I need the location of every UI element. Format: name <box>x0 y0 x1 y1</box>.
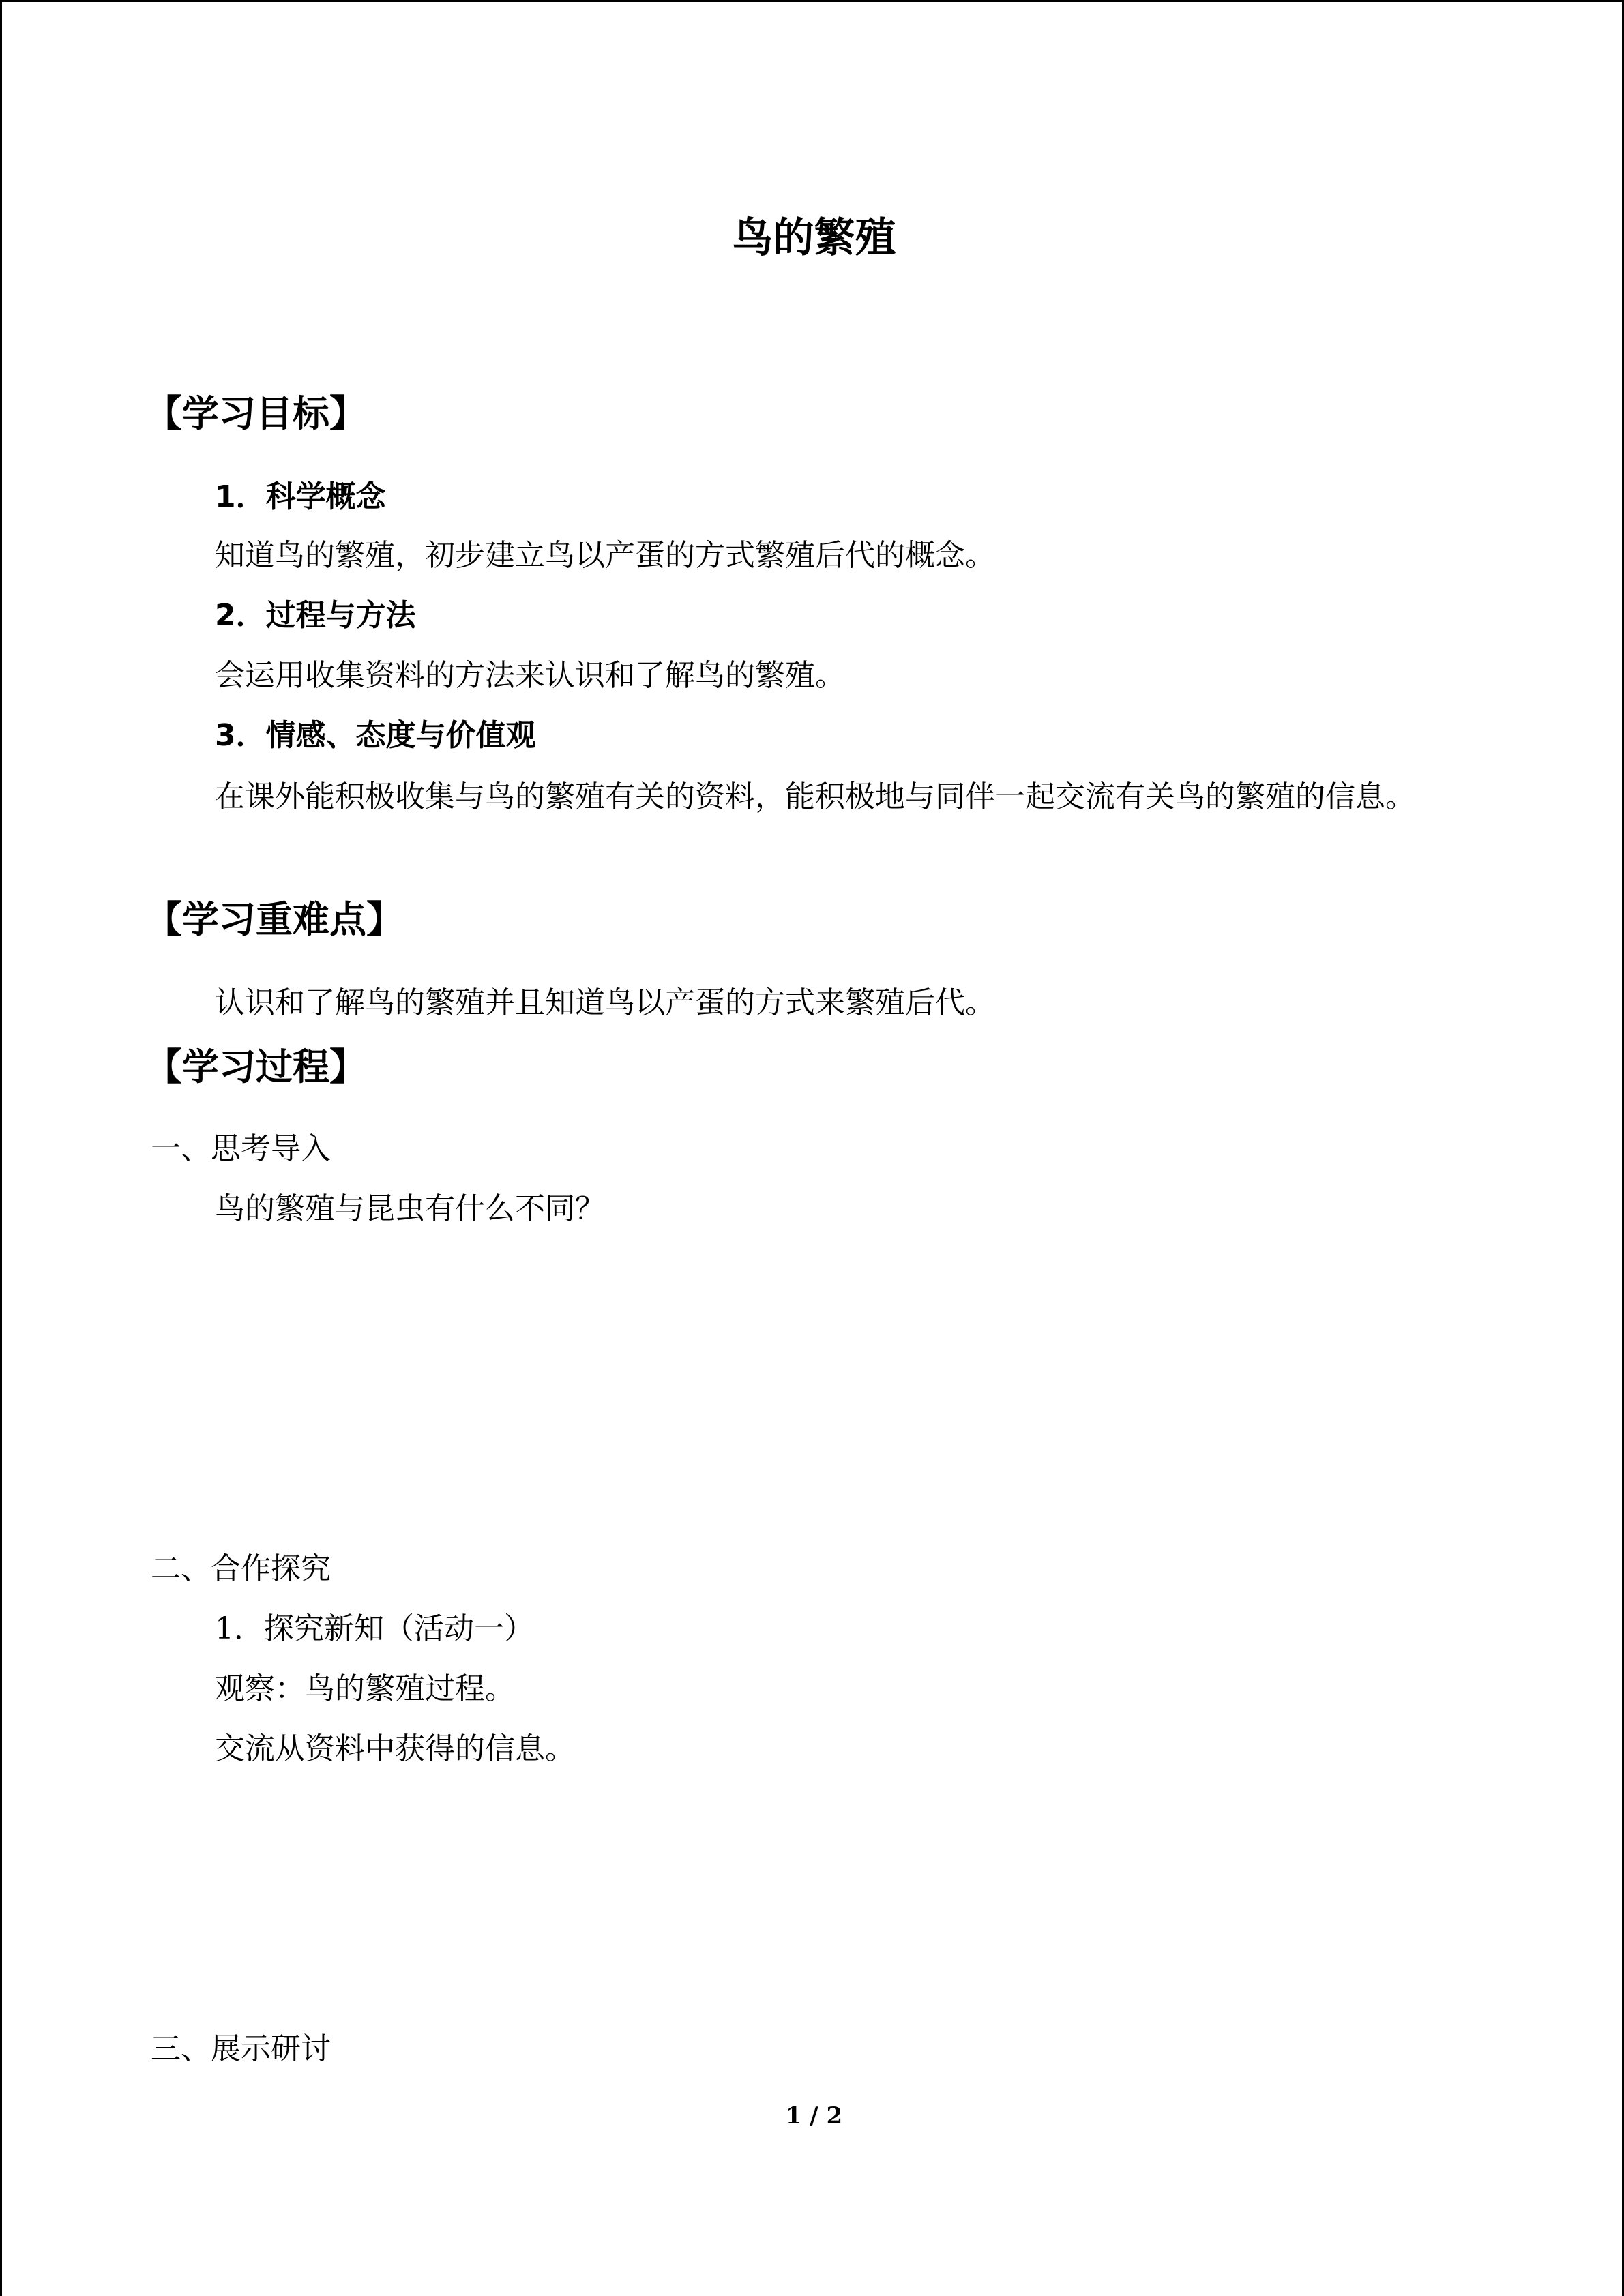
objectives-heading: 【学习目标】 <box>145 392 366 435</box>
objective-2-text: 会运用收集资料的方法来认识和了解鸟的繁殖。 <box>215 658 845 693</box>
process-heading: 【学习过程】 <box>145 1045 366 1088</box>
part1-heading: 一、思考导入 <box>151 1131 331 1166</box>
objective-3-label: 3．情感、态度与价值观 <box>215 718 536 753</box>
objective-1-label: 1．科学概念 <box>215 479 386 514</box>
key-points-heading: 【学习重难点】 <box>145 898 403 941</box>
part2-observe: 观察：鸟的繁殖过程。 <box>215 1671 515 1706</box>
part2-exchange: 交流从资料中获得的信息。 <box>215 1731 575 1766</box>
part1-question: 鸟的繁殖与昆虫有什么不同？ <box>215 1191 605 1226</box>
document-title: 鸟的繁殖 <box>732 214 896 262</box>
objective-2-label: 2．过程与方法 <box>215 598 416 633</box>
part2-heading: 二、合作探究 <box>151 1551 331 1586</box>
part3-heading: 三、展示研讨 <box>151 2031 331 2066</box>
page-number: 1 / 2 <box>785 2102 843 2130</box>
objective-1-text: 知道鸟的繁殖，初步建立鸟以产蛋的方式繁殖后代的概念。 <box>215 538 995 573</box>
key-points-text: 认识和了解鸟的繁殖并且知道鸟以产蛋的方式来繁殖后代。 <box>215 985 995 1020</box>
objective-3-text: 在课外能积极收集与鸟的繁殖有关的资料，能积极地与同伴一起交流有关鸟的繁殖的信息。 <box>215 779 1415 814</box>
part2-activity: 1．探究新知（活动一） <box>215 1611 534 1646</box>
